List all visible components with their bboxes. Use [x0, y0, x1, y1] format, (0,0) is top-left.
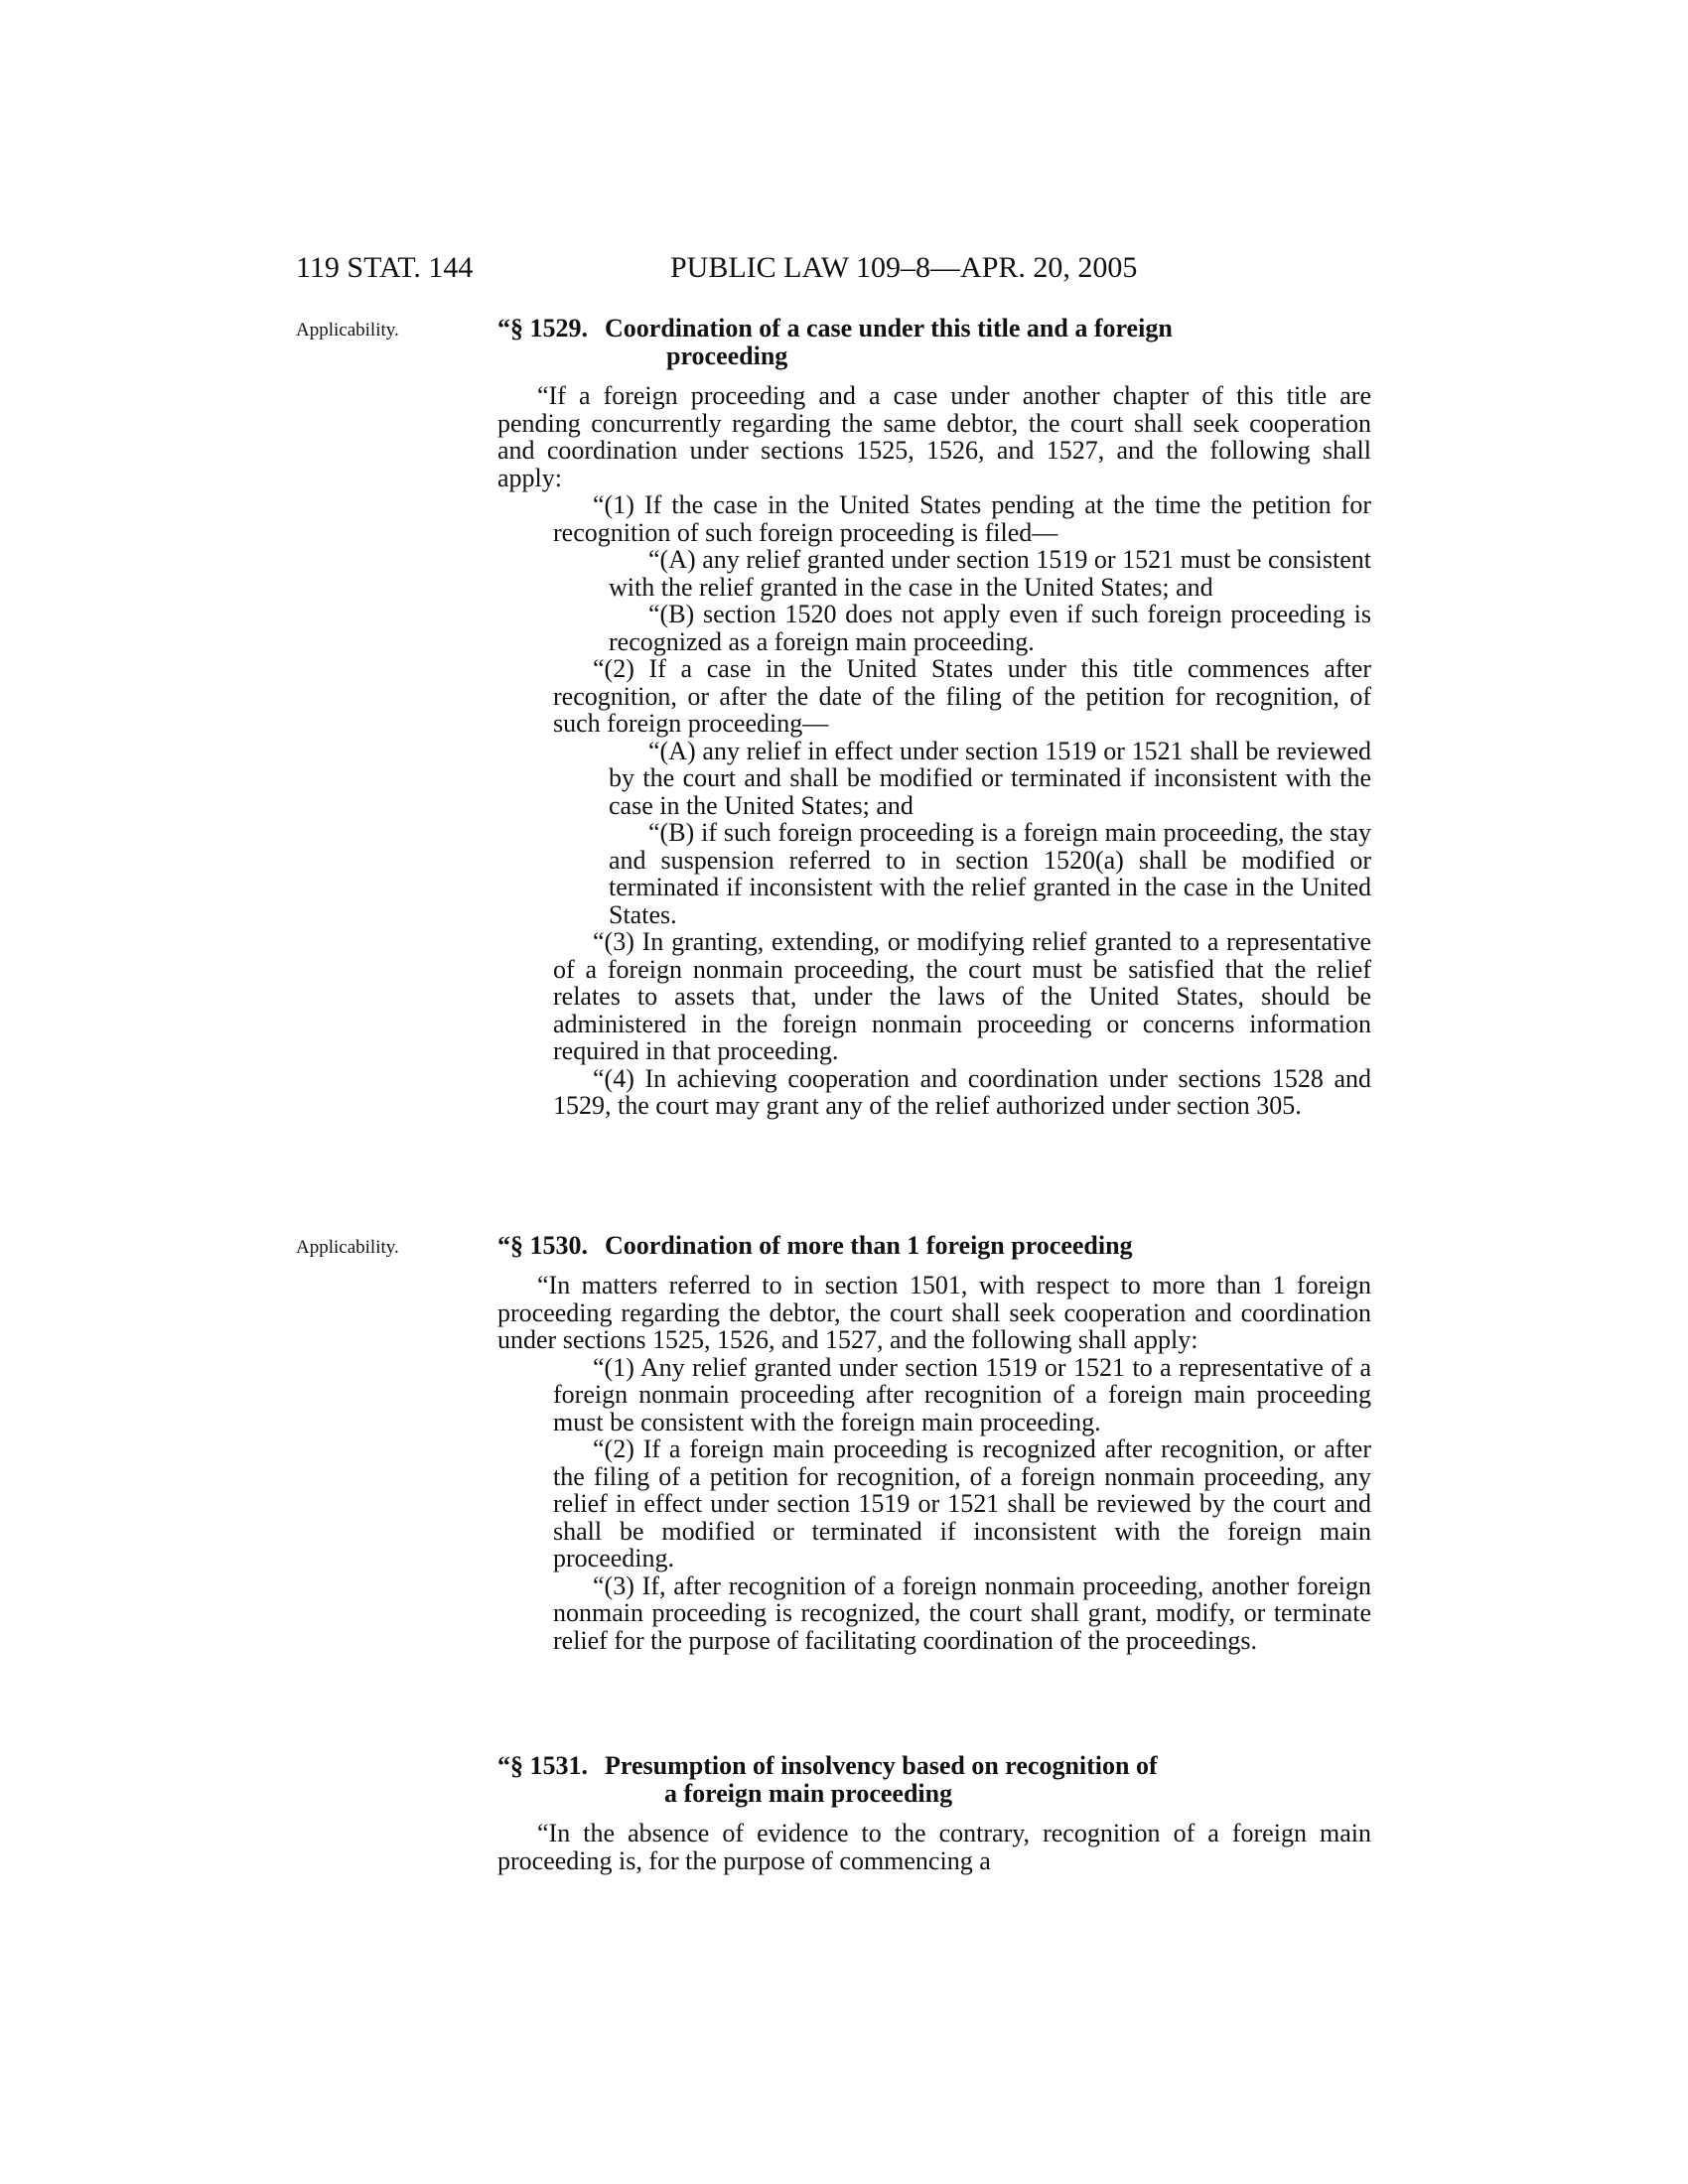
- section-1529-heading: [497, 315, 1371, 370]
- paragraph: “In matters referred to in section 1501, with respect to more than 1 foreign proceeding regarding the debtor, the court shall seek cooperation and coordination under sections 1525, 1526, and 1527, and the following shall apply:: [497, 1271, 1371, 1354]
- margin-note-applicability: Applicability.: [296, 320, 399, 341]
- paragraph: “(2) If a case in the United States under this title commences after recognition, or after the date of the filing of the petition for recognition, of such foreign proceeding—: [553, 654, 1371, 738]
- paragraph: “(1) Any relief granted under section 1519 or 1521 to a representative of a foreign nonmain proceeding after recognition of a foreign main proceeding must be consistent with the foreign main proceeding.: [553, 1352, 1371, 1436]
- margin-note-applicability: Applicability.: [296, 1237, 399, 1258]
- section-1530: [497, 1232, 1371, 1654]
- heading-text: Presumption of insolvency based on recognition of: [605, 1751, 1158, 1780]
- heading-text-continued: a foreign main proceeding: [664, 1779, 953, 1808]
- paragraph: “(2) If a foreign main proceeding is recognized after recognition, or after the filing of a petition for recognition, of a foreign nonmain proceeding, any relief in effect under section 1519 or 1521 shall be reviewed by the court and shall be modified or terminated if inconsistent with the foreign main proceeding.: [553, 1434, 1371, 1572]
- section-number: “§ 1529.: [497, 314, 588, 342]
- section-number: “§ 1531.: [497, 1751, 588, 1780]
- section-1529: [497, 315, 1371, 1120]
- heading-text-continued: proceeding: [666, 341, 788, 370]
- paragraph: “(A) any relief in effect under section 1519 or 1521 shall be reviewed by the court and shall be modified or terminated if inconsistent with the case in the United States; and: [609, 736, 1371, 820]
- paragraph: “(1) If the case in the United States pending at the time the petition for recognition of such foreign proceeding is filed—: [553, 490, 1371, 547]
- heading-text: Coordination of more than 1 foreign proceeding: [605, 1231, 1133, 1260]
- paragraph: “(B) section 1520 does not apply even if such foreign proceeding is recognized as a foreign main proceeding.: [609, 600, 1371, 656]
- public-law-title: PUBLIC LAW 109–8—APR. 20, 2005: [670, 251, 1138, 284]
- paragraph: “If a foreign proceeding and a case under another chapter of this title are pending concurrently regarding the same debtor, the court shall seek cooperation and coordination under sections 1525, 1526, and 1527, and the following shall apply:: [497, 381, 1371, 492]
- section-number: “§ 1530.: [497, 1231, 588, 1260]
- paragraph: “(3) In granting, extending, or modifying relief granted to a representative of a foreign nonmain proceeding, the court must be satisfied that the relief relates to assets that, under the laws of the United States, should be administered in the foreign nonmain proceeding or concerns information required in that proceeding.: [553, 927, 1371, 1065]
- section-1531-heading: [497, 1752, 1371, 1808]
- paragraph: “(A) any relief granted under section 1519 or 1521 must be consistent with the relief granted in the case in the United States; and: [609, 545, 1371, 602]
- paragraph: “(4) In achieving cooperation and coordination under sections 1528 and 1529, the court may grant any of the relief authorized under section 305.: [553, 1063, 1371, 1120]
- section-1530-heading: [497, 1232, 1371, 1260]
- paragraph: “(3) If, after recognition of a foreign nonmain proceeding, another foreign nonmain proceeding is recognized, the court shall grant, modify, or terminate relief for the purpose of facilitating coordination of the proceedings.: [553, 1570, 1371, 1655]
- paragraph: “(B) if such foreign proceeding is a foreign main proceeding, the stay and suspension referred to in section 1520(a) shall be modified or terminated if inconsistent with the relief granted in the case in the United States.: [609, 818, 1371, 929]
- paragraph: “In the absence of evidence to the contrary, recognition of a foreign main proceeding is, for the purpose of commencing a: [497, 1819, 1371, 1875]
- heading-text: Coordination of a case under this title and a foreign: [605, 314, 1173, 342]
- statute-citation: 119 STAT. 144: [296, 251, 474, 284]
- section-1531: [497, 1752, 1371, 1874]
